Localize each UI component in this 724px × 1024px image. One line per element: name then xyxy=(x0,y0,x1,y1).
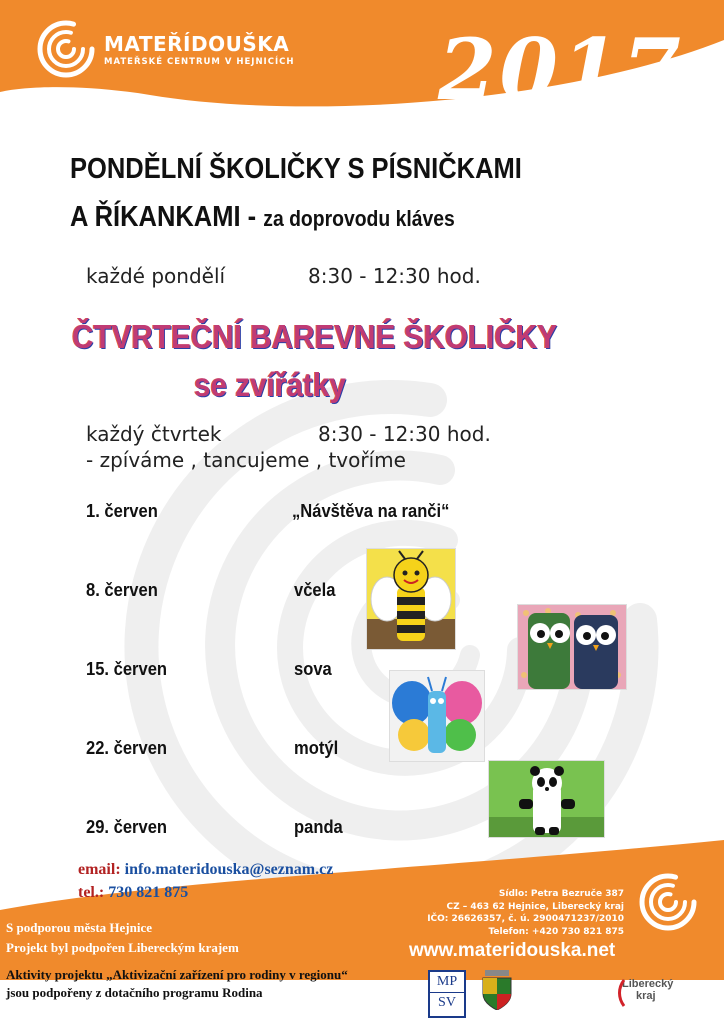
address-line4: Telefon: +420 730 821 875 xyxy=(488,926,624,937)
liberec-logo-line1: Liberecký xyxy=(622,978,674,990)
email-link[interactable]: info.materidouska@seznam.cz xyxy=(124,861,334,878)
support-line1: S podporou města Hejnice xyxy=(6,920,153,935)
bee-craft-photo xyxy=(366,548,456,650)
schedule-topic-5: panda xyxy=(294,817,343,837)
email-label: email: xyxy=(78,861,121,878)
schedule-topic-4: motýl xyxy=(294,738,339,758)
support-line2: Projekt byl podpořen Libereckým krajem xyxy=(6,940,239,955)
schedule-topic-1: „Návštěva na ranči“ xyxy=(292,501,450,521)
email-row xyxy=(78,861,333,879)
thursday-time: 8:30 - 12:30 hod. xyxy=(318,422,491,446)
schedule-date-4: 22. červen xyxy=(86,738,168,758)
owl-craft-photo xyxy=(517,604,627,690)
bottom-note-line2: jsou podpořeny z dotačního programu Rodina xyxy=(6,985,263,1000)
mpsv-logo-bottom: SV xyxy=(438,995,456,1010)
schedule-date-2: 8. červen xyxy=(86,580,158,600)
monday-title-line2 xyxy=(70,201,455,234)
monday-when: každé pondělí xyxy=(86,264,226,288)
schedule-date-1: 1. červen xyxy=(86,501,158,521)
year-heading: 2017 xyxy=(438,20,684,119)
thursday-activities: - zpíváme , tancujeme , tvoříme xyxy=(86,448,406,472)
brand-name: MATEŘÍDOUŠKA xyxy=(104,32,290,56)
panda-craft-photo xyxy=(488,760,605,838)
schedule-date-3: 15. červen xyxy=(86,659,168,679)
phone-label: tel.: xyxy=(78,884,105,901)
phone-number: 730 821 875 xyxy=(108,884,189,901)
bottom-note-line1: Aktivity projektu „Aktivizační zařízení pro rodiny v regionu“ xyxy=(6,967,348,982)
brand-subtitle: MATEŘSKÉ CENTRUM V HEJNICÍCH xyxy=(104,57,295,67)
thursday-when: každý čtvrtek xyxy=(86,422,222,446)
butterfly-craft-photo xyxy=(389,670,485,762)
monday-title-suffix: za doprovodu kláves xyxy=(263,206,455,231)
liberec-region-logo xyxy=(622,978,678,1002)
address-block xyxy=(427,888,624,938)
schedule-topic-3: sova xyxy=(294,659,332,679)
thursday-title-line1: ČTVRTEČNÍ BAREVNÉ ŠKOLIČKY xyxy=(72,318,558,355)
liberec-logo-mark-icon xyxy=(616,978,626,1008)
monday-title-main: A ŘÍKANKAMI - xyxy=(70,201,257,233)
schedule-topic-2: včela xyxy=(294,580,336,600)
thursday-title-line2: se zvířátky xyxy=(194,366,346,403)
address-line3: IČO: 26626357, č. ú. 2900471237/2010 xyxy=(427,914,624,924)
mpsv-logo-top: MP xyxy=(430,972,464,993)
hejnice-coat-of-arms-icon xyxy=(481,970,513,1010)
bottom-note xyxy=(6,966,348,1002)
monday-title-line1: PONDĚLNÍ ŠKOLIČKY S PÍSNIČKAMI xyxy=(70,153,522,185)
monday-time: 8:30 - 12:30 hod. xyxy=(308,264,481,288)
liberec-logo-line2: kraj xyxy=(636,990,656,1002)
mpsv-logo xyxy=(428,970,466,1018)
website-link[interactable]: www.materidouska.net xyxy=(409,940,616,961)
phone-row xyxy=(78,884,188,902)
schedule-date-5: 29. červen xyxy=(86,817,168,837)
address-line1: Sídlo: Petra Bezruče 387 xyxy=(498,889,624,899)
address-line2: CZ – 463 62 Hejnice, Liberecký kraj xyxy=(446,901,624,912)
